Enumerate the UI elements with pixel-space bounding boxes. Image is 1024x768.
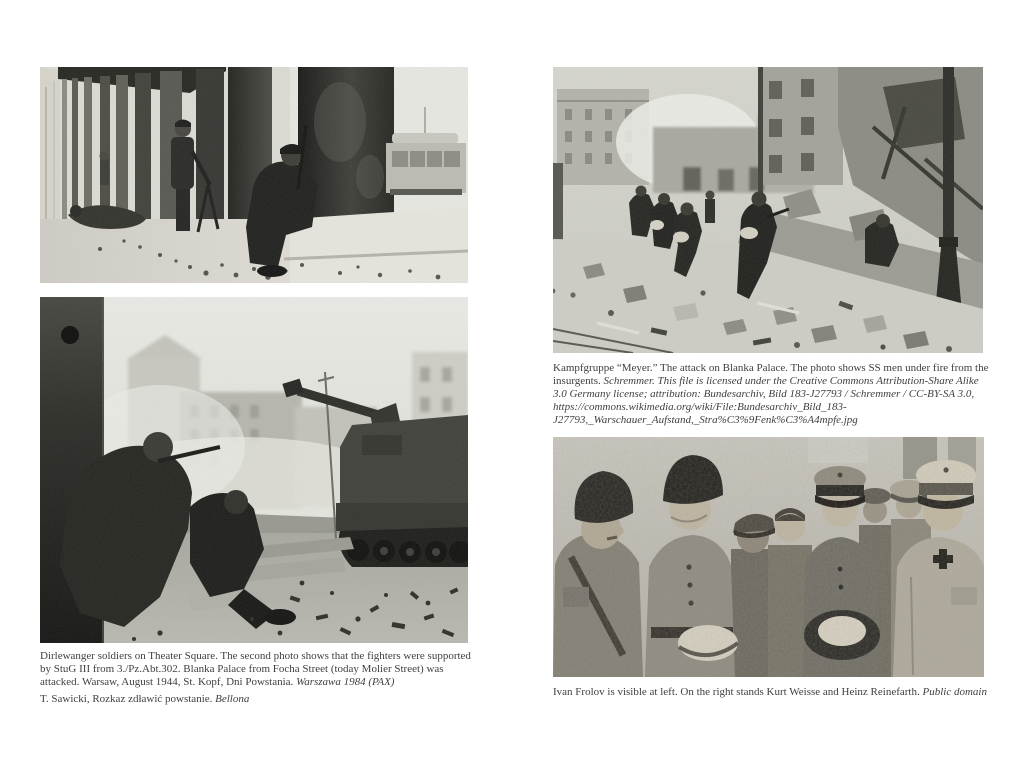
- caption-officers-group: [553, 686, 995, 699]
- photo-officers-group: [553, 437, 984, 677]
- caption-blanka-attack: [553, 362, 995, 427]
- caption-paragraph: T. Sawicki, Rozkaz zdławić powstanie. Bellona: [40, 692, 250, 705]
- photo-stug-street: [40, 297, 468, 643]
- photo-blanka-attack: [553, 67, 983, 353]
- caption-paragraph: Ivan Frolov is visible at left. On the right stands Kurt Weisse and Heinz Reinefarth. Public domain: [553, 686, 987, 698]
- caption-theater-square: [40, 650, 482, 706]
- caption-paragraph: Kampfgruppe “Meyer.” The attack on Blanka Palace. The photo shows SS men under fire from the insurgents. Schremmer. This file is licensed under the Creative Commons Attribution-Share Alike 3.0 Germany license; attribution: Bundesarchiv, Bild 183-J27793 / Schremmer / CC-BY-SA 3.0, https://commons.wikimedia.org/wiki/File:Bundesarchiv_Bild_183-J27793,_Warschauer_Aufstand,_Stra%C3%9Fenk%C3%A4mpfe.jpg: [553, 362, 989, 426]
- photo-theater-square: [40, 67, 468, 283]
- caption-paragraph: Dirlewanger soldiers on Theater Square. The second photo shows that the fighters were supported by StuG III from 3./Pz.Abt.302. Blanka Palace from Focha Street (today Molier Street) was attacked. Warsaw, August 1944, St. Kopf, Dni Powstania. Warszawa 1984 (PAX): [40, 650, 471, 688]
